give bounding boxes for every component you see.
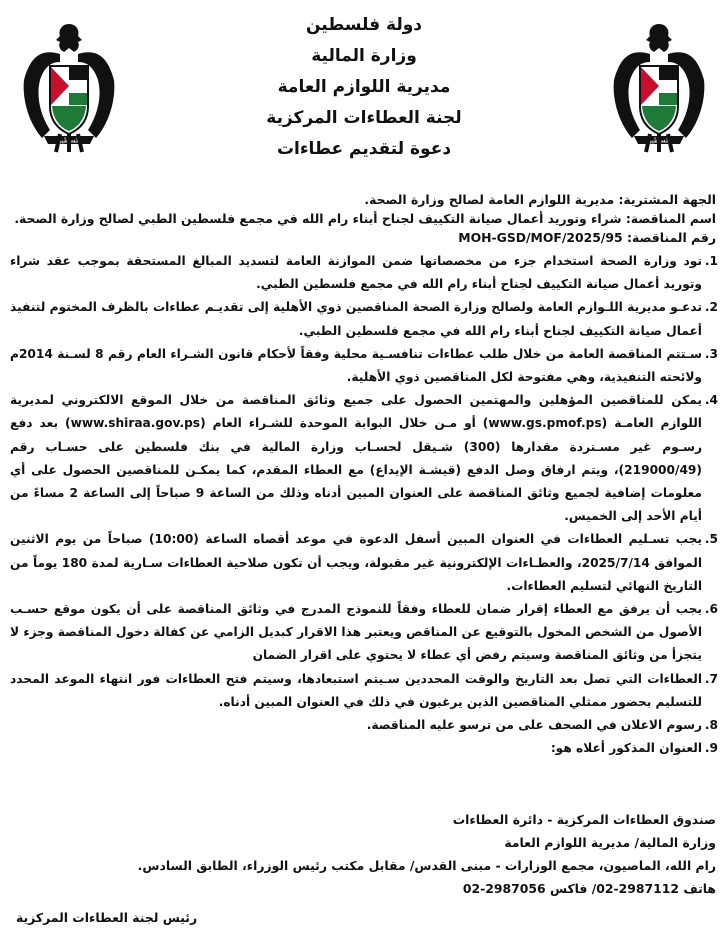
letterhead [130, 10, 598, 165]
buyer-line: الجهة المشترية: مديرية اللوازم العامة لصالح وزارة الصحة. [364, 192, 716, 207]
list-item: 2. تدعـو مديرية اللـوازم العامة ولصالح وزارة الصحة المناقصين ذوي الأهلية إلى تقديـم عطاءات بالظرف المختوم لتنفيذ أعمال صيانة التكييف لجناح أبناء رام الله في مجمع فلسطين الطبي. [10, 300, 718, 338]
palestine-emblem-left [20, 18, 118, 158]
signature-title: رئيس لجنة العطاءات المركزية [16, 910, 198, 925]
list-item: 8. رسوم الاعلان في الصحف على من ترسو عليه المناقصة. [366, 718, 718, 733]
list-item: 9. العنوان المذكور أعلاه هو: [550, 741, 718, 756]
list-item: 6. يجب أن يرفق مع العطاء إقرار ضمان للعطاء وفقاً للنموذج المدرج في وثائق المناقصة على أن يكون موقع حسـب الأصول من الشخص المخول بالتوقيع عن المناقص ويعتبر هذا الاقرار كبديل الزامي عن كفالة دخول المناقصة وجزء لا يتجزأ من وثائق المناقصة وسيتم رفض أي عطاء لا يحتوي على اقرار الضمان [10, 602, 718, 663]
address-line-2: وزارة المالية/ مديرية اللوازم العامة [504, 835, 716, 850]
list-item: 7. العطاءات التي تصل بعد التاريخ والوقت المحددين سـيتم استبعادها، وسيتم فتح العطاءات فور انتهاء الموعد المحدد للتسليم بحضور ممثلي المناقصين الذين يرغبون في ذلك في العنوان المبين أدناه. [10, 671, 718, 709]
tender-name-line: اسم المناقصة: شراء وتوريد أعمال صيانة التكييف لجناح أبناء رام الله في مجمع فلسطين الطبي لصالح وزارة الصحة. [14, 211, 716, 226]
document-title: دعوة لتقديم عطاءات [276, 139, 452, 159]
committee-name: لجنة العطاءات المركزية [266, 108, 462, 128]
list-item: 5. يجب تسـليم العطاءات في العنوان المبين أسفل الدعوة في موعد أقصاه الساعة (10:00) صباحاً من يوم الاثنين الموافق 2025/7/14، والعطـاءات الإلكترونية غير مقبولة، ويجب أن تكون صلاحية العطاءات سـارية لمدة 180 يوماً من التاريخ النهائي لتسليم العطاءات. [10, 532, 718, 593]
palestine-emblem-right [610, 18, 708, 158]
ministry-name: وزارة المالية [311, 46, 417, 66]
address-line-1: صندوق العطاءات المركزية - دائرة العطاءات [452, 812, 716, 827]
tender-number-label: رقم المناقصة: [627, 230, 716, 245]
list-item: 1. تود وزارة الصحة استخدام جزء من مخصصاتها ضمن الموازنة العامة لتسديد المبالغ المستحقة بموجب عقد شراء وتوريد أعمال صيانة التكييف لجناح أبناء رام الله في مجمع فلسطين الطبي. [10, 254, 718, 292]
tender-number-line [12, 228, 716, 247]
state-name: دولة فلسطين [305, 15, 423, 35]
list-item: 4. يمكن للمناقصين المؤهلين والمهتمين الحصول على جميع وثائق المناقصة من خلال الموقع الالكتروني لمديرية اللوازم العامـة (www.gs.pmof.ps) أو مـن خلال البوابة الموحدة للشـراء العام (www.shiraa.gov.ps) بعد دفع رسـوم غير مسـتردة مقدارها (300) شـيقل لحسـاب وزارة المالية في بنك فلسطين على حسـاب رقم (219000/49)، ويتم ارفاق وصل الدفع (قيشـة الإيداع) مع العطاء المقدم، كما يمكـن للمناقصين الحصول على أي معلومات إضافية لجميع وثائق المناقصة على العنوان المبين أدناه وذلك من الساعة 9 صباحاً إلى الساعة 2 مساءً من أيام الأحد إلى الخميس. [10, 393, 718, 524]
phone-fax-line: هاتف 2987112-02/ فاكس 2987056-02 [462, 881, 716, 896]
directorate-name: مديرية اللوازم العامة [277, 77, 451, 97]
address-block [12, 808, 716, 900]
terms-list [10, 250, 718, 760]
list-item: 3. سـتتم المناقصة العامة من خلال طلب عطاءات تنافسـية محلية وفقاً لأحكام قانون الشـراء العام رقم 8 لسـنة 2014م ولائحته التنفيذية، وهي مفتوحة لكل المناقصين ذوي الأهلية. [10, 346, 718, 385]
tender-number: MOH-GSD/MOF/2025/95 [458, 230, 623, 245]
address-line-3: رام الله، الماصيون، مجمع الوزارات - مبنى القدس/ مقابل مكتب رئيس الوزراء، الطابق السادس. [137, 858, 716, 873]
tender-meta [12, 190, 716, 247]
